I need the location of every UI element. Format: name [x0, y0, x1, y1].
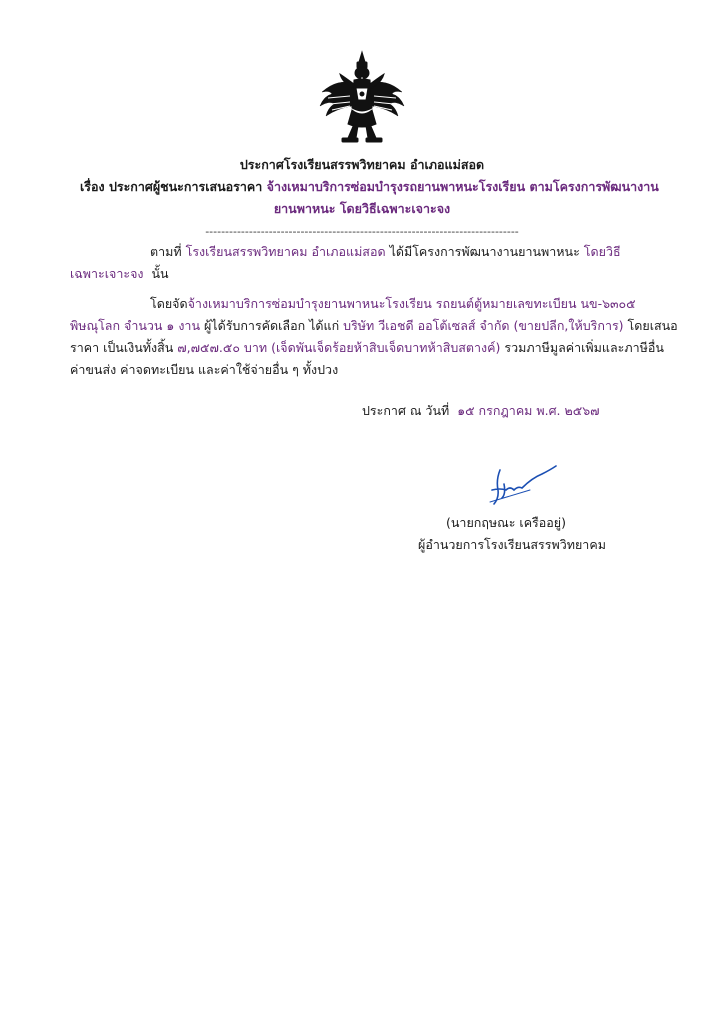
para1-text: ตามที่ — [150, 244, 182, 259]
offer-label: โดยเสนอ — [627, 318, 678, 333]
subject-line-1 — [80, 179, 659, 195]
total-amount: ๗,๗๕๗.๕๐ บาท (เจ็ดพันเจ็ดร้อยห้าสิบเจ็ดบาทห้าสิบสตางค์) — [177, 340, 501, 355]
garuda-emblem-icon — [312, 48, 412, 148]
para1-line-1 — [150, 244, 621, 260]
signatory-position: ผู้อำนวยการโรงเรียนสรรพวิทยาคม — [418, 537, 606, 552]
subject-prefix: เรื่อง ประกาศผู้ชนะการเสนอราคา — [80, 179, 263, 194]
announcement-title: ประกาศโรงเรียนสรรพวิทยาคม อำเภอแม่สอด — [239, 157, 485, 172]
school-name: โรงเรียนสรรพวิทยาคม อำเภอแม่สอด — [185, 244, 386, 259]
selected-label: ผู้ได้รับการคัดเลือก ได้แก่ — [203, 318, 340, 333]
signature-icon — [470, 460, 562, 508]
separator-line: ------------------------------------------------------------------------------- — [205, 225, 519, 238]
service-description: จ้างเหมาบริการซ่อมบำรุงยานพาหนะโรงเรียน รถยนต์ตู้หมายเลขทะเบียน นข-๖๓๐๕ — [187, 296, 636, 311]
para1-method: โดยวิธี — [583, 244, 621, 259]
para1-line-2 — [70, 266, 169, 282]
para1-project: ได้มีโครงการพัฒนางานยานพาหนะ — [389, 244, 580, 259]
announce-prefix: ประกาศ ณ วันที่ — [362, 403, 450, 418]
signatory-name: (นายกฤษณะ เครืออยู่) — [446, 515, 566, 530]
announce-date-line — [362, 403, 600, 419]
announce-date: ๑๕ กรกฎาคม พ.ศ. ๒๕๖๗ — [457, 403, 600, 418]
para2-line-1 — [150, 296, 636, 312]
para1-specific: เฉพาะเจาะจง — [70, 266, 144, 281]
province-quantity: พิษณุโลก จำนวน ๑ งาน — [70, 318, 200, 333]
para1-end: นั้น — [151, 266, 169, 281]
winning-company: บริษัท วีเอชดี ออโต้เซลส์ จำกัด (ขายปลีก,ให้บริการ) — [343, 318, 624, 333]
tax-note: รวมภาษีมูลค่าเพิ่มและภาษีอื่น — [504, 340, 664, 355]
para2-line-2 — [70, 318, 678, 334]
para2-lead: โดยจัด — [150, 296, 188, 311]
total-label: ราคา เป็นเงินทั้งสิ้น — [70, 340, 174, 355]
subject-line-2: ยานพาหนะ โดยวิธีเฉพาะเจาะจง — [273, 201, 451, 216]
para2-line-4: ค่าขนส่ง ค่าจดทะเบียน และค่าใช้จ่ายอื่น ๆ ทั้งปวง — [70, 362, 339, 377]
para2-line-3 — [70, 340, 664, 356]
subject-text: จ้างเหมาบริการซ่อมบำรุงรถยานพาหนะโรงเรียน ตามโครงการพัฒนางาน — [266, 179, 659, 194]
